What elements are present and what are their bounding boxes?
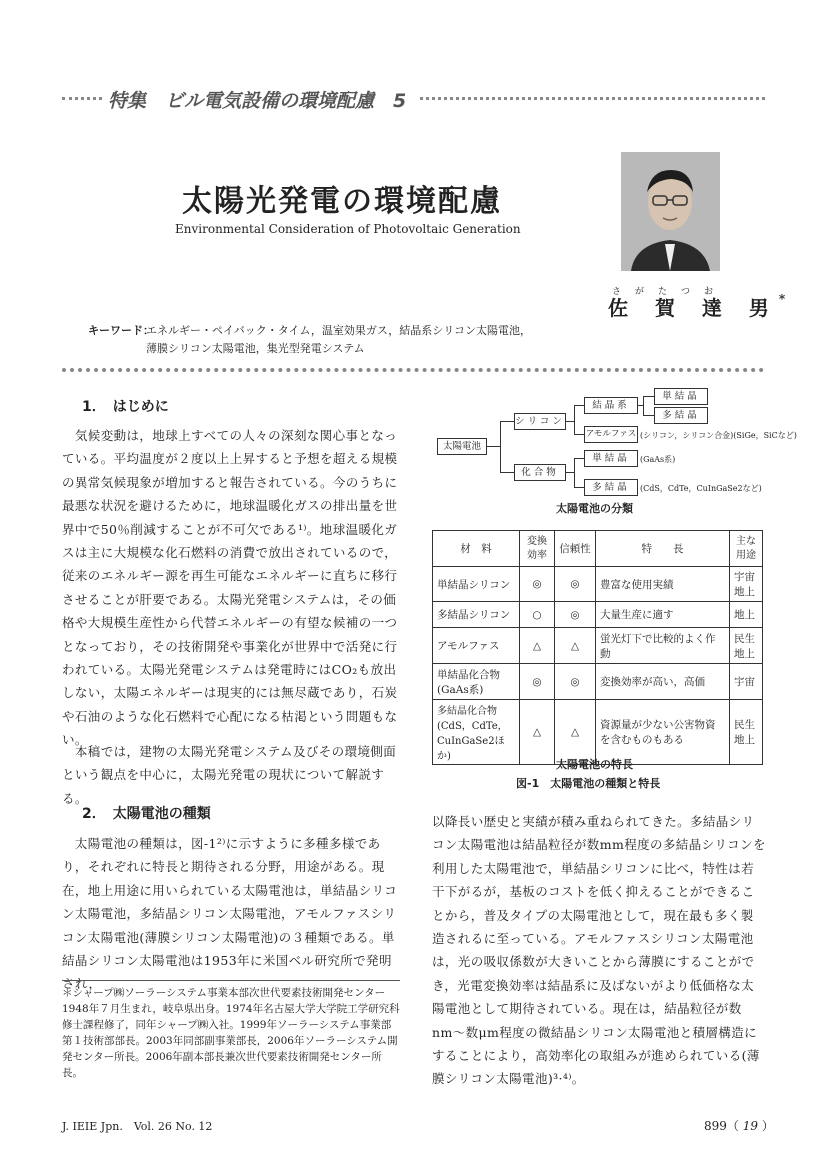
features-table bbox=[432, 530, 763, 765]
cell-material: アモルファス bbox=[433, 628, 520, 664]
author-mark: * bbox=[778, 292, 786, 306]
table-caption: 太陽電池の特長 bbox=[556, 758, 633, 771]
cell-efficiency: ◎ bbox=[520, 567, 555, 602]
cell-material: 単結晶化合物(GaAs系) bbox=[433, 664, 520, 700]
cell-reliability: △ bbox=[555, 628, 596, 664]
amorphous-note: (シリコン，シリコン合金)(SiGe，SiCなど) bbox=[640, 431, 797, 440]
node-solar-cell: 太陽電池 bbox=[437, 438, 487, 455]
author-ruby: さがたつお bbox=[612, 287, 728, 297]
cell-reliability: ◎ bbox=[555, 602, 596, 628]
footnote-divider bbox=[62, 980, 400, 981]
node-crystal: 結晶系 bbox=[584, 397, 638, 414]
node-compound: 化合物 bbox=[514, 464, 566, 481]
header-efficiency: 変換効率 bbox=[520, 531, 555, 567]
compound-single-note: (GaAs系) bbox=[640, 455, 676, 464]
series-title: 特集 ビル電気設備の環境配慮 5 bbox=[108, 90, 407, 112]
cell-efficiency: △ bbox=[520, 700, 555, 765]
header-features: 特 長 bbox=[596, 531, 730, 567]
cell-usage: 宇宙 bbox=[730, 664, 763, 700]
compound-poly-note: (CdS，CdTe，CuInGaSe2など) bbox=[640, 484, 762, 493]
article-title: 太陽光発電の環境配慮 bbox=[182, 184, 502, 219]
author-footnote: ＊シャープ㈱ソーラーシステム事業本部次世代要素技術開発センター 1948年７月生まれ，岐阜県出身。1974年名古屋大学大学院工学研究科修士課程修了，同年シャープ㈱入社。1999年ソーラーシステム事業部第１技術部部長。2003年同部副事業部長，2006年ソーラーシステム開発センター所長。2006年副本部長兼次世代要素技術開発センター所長。 bbox=[62, 987, 400, 1079]
author-photo bbox=[621, 152, 720, 271]
table-row bbox=[433, 700, 763, 765]
cell-features: 大量生産に適す bbox=[596, 602, 730, 628]
cell-features: 変換効率が高い，高価 bbox=[596, 664, 730, 700]
table-row bbox=[433, 664, 763, 700]
header-material: 材 料 bbox=[433, 531, 520, 567]
page-number: 899（ 19 ） bbox=[704, 1119, 774, 1133]
section-2-heading: 2． 太陽電池の種類 bbox=[82, 806, 211, 822]
node-silicon: シリコン bbox=[514, 413, 566, 430]
keywords-line-2: 薄膜シリコン太陽電池，集光型発電システム bbox=[146, 342, 365, 355]
header-usage: 主な用途 bbox=[730, 531, 763, 567]
section-1-paragraph-1: 気候変動は，地球上すべての人々の深刻な関心事となっている。平均温度が２度以上上昇すると予想を超える規模の異常気候現象が増加すると報告されている。今のうちに最悪な状況を避けるために，地球温暖化ガスの排出量を世界中で50％削減することが不可欠である¹⁾。地球温暖化ガスは主に大規模な化石燃料の消費で放出されているので，従来のエネルギー源を再生可能なエネルギーに直ちに移行させることが肝要である。太陽光発電システムは，その価格や大規模生産性から代替エネルギーの有望な候補の一つとなっており，その技術開発や事業化が世界中で活発に行われている。太陽光発電システムは発電時にはCO₂も放出しない，太陽エネルギーは現実的には無尽蔵であり，石炭や石油のような化石燃料で心配になる枯渇という問題もない。 bbox=[62, 428, 398, 748]
article-subtitle: Environmental Consideration of Photovoltaic Generation bbox=[175, 222, 521, 236]
cell-features: 蛍光灯下で比較的よく作動 bbox=[596, 628, 730, 664]
cell-usage: 民生地上 bbox=[730, 628, 763, 664]
keywords-line-1: エネルギー・ペイバック・タイム，温室効果ガス，結晶系シリコン太陽電池， bbox=[146, 324, 531, 337]
table-row bbox=[433, 602, 763, 628]
section-1-paragraph-2: 本稿では，建物の太陽光発電システム及びその環境側面という観点を中心に，太陽光発電の現状について解説する。 bbox=[62, 744, 397, 806]
header-reliability: 信頼性 bbox=[555, 531, 596, 567]
cell-efficiency: △ bbox=[520, 628, 555, 664]
cell-material: 多結晶シリコン bbox=[433, 602, 520, 628]
cell-usage: 地上 bbox=[730, 602, 763, 628]
figure-caption: 図-1 太陽電池の種類と特長 bbox=[516, 777, 661, 790]
node-compound-poly: 多結晶 bbox=[584, 479, 638, 496]
header-rule-left bbox=[62, 97, 102, 100]
header-rule-right bbox=[420, 97, 765, 100]
cell-material: 単結晶シリコン bbox=[433, 567, 520, 602]
node-compound-single: 単結晶 bbox=[584, 450, 638, 467]
keywords-divider bbox=[62, 368, 764, 372]
node-amorphous: アモルファス bbox=[584, 426, 638, 443]
cell-reliability: △ bbox=[555, 700, 596, 765]
table-row bbox=[433, 628, 763, 664]
cell-usage: 宇宙地上 bbox=[730, 567, 763, 602]
node-single-crystal: 単結晶 bbox=[654, 388, 708, 405]
keywords-label: キーワード： bbox=[88, 324, 154, 337]
cell-efficiency: ○ bbox=[520, 602, 555, 628]
section-2-paragraph-1: 太陽電池の種類は，図-1²⁾に示すように多種多様であり，それぞれに特長と期待される分野，用途がある。現在，地上用途に用いられている太陽電池は，単結晶シリコン太陽電池，多結晶シリコン太陽電池，アモルファスシリコン太陽電池(薄膜シリコン太陽電池)の３種類である。単結晶シリコン太陽電池は1953年に米国ベル研究所で発明され， bbox=[62, 836, 398, 992]
section-1-heading: 1． はじめに bbox=[82, 399, 169, 415]
cell-material: 多結晶化合物(CdS，CdTe，CuInGaSe2ほか) bbox=[433, 700, 520, 765]
node-polycrystal: 多結晶 bbox=[654, 407, 708, 424]
cell-features: 豊富な使用実績 bbox=[596, 567, 730, 602]
table-row bbox=[433, 567, 763, 602]
diagram-caption: 太陽電池の分類 bbox=[556, 502, 633, 515]
author-name: 佐 賀 達 男* bbox=[608, 292, 786, 320]
cell-reliability: ◎ bbox=[555, 567, 596, 602]
column-2-paragraph: 以降長い歴史と実績が積み重ねられてきた。多結晶シリコン太陽電池は結晶粒径が数mm程度の多結晶シリコンを利用した太陽電池で，単結晶シリコンに比べ，特性は若干下がるが，基板のコストを低く抑えることができることから，普及タイプの太陽電池として，現在最も多く製造されるに至っている。アモルファスシリコン太陽電池は，光の吸収係数が大きいことから薄膜にすることができ，光電変換効率は結晶系に及ばないがより低価格な太陽電池として期待されている。現在は，結晶粒径が数nm〜数μm程度の微結晶シリコン太陽電池と積層構造にすることにより，高効率化の取組みが進められている(薄膜シリコン太陽電池)³·⁴⁾。 bbox=[432, 814, 766, 1087]
journal-info: J. IEIE Jpn. Vol. 26 No. 12 bbox=[62, 1120, 213, 1133]
cell-efficiency: ◎ bbox=[520, 664, 555, 700]
cell-features: 資源量が少ない公害物資を含むものもある bbox=[596, 700, 730, 765]
cell-usage: 民生地上 bbox=[730, 700, 763, 765]
cell-reliability: ◎ bbox=[555, 664, 596, 700]
